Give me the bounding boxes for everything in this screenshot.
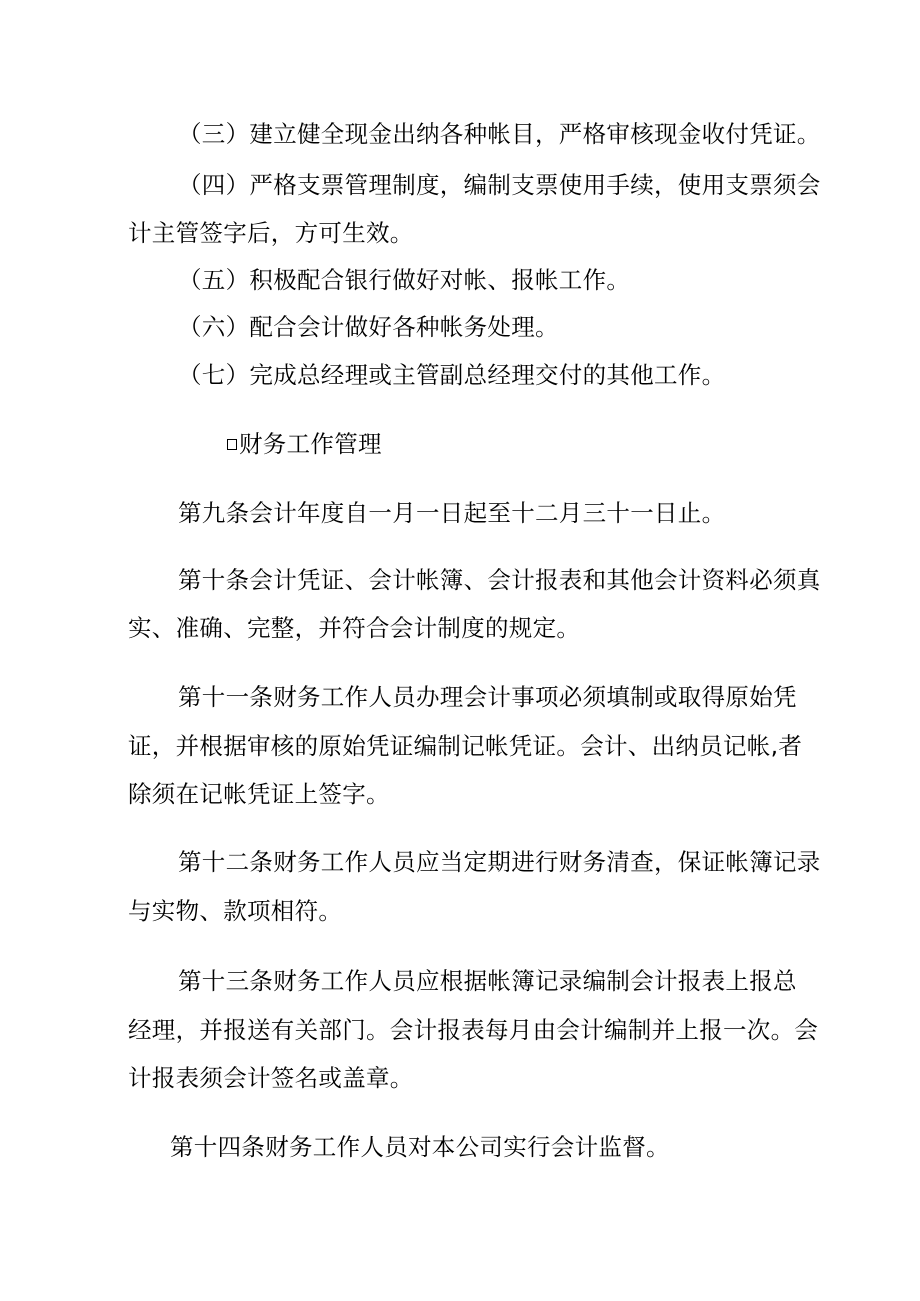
article-13-line-3: 计报表须会计签名或盖章。	[128, 1064, 414, 1092]
section-heading-text: 财务工作管理	[239, 430, 382, 458]
article-13-line-2: 经理，并报送有关部门。会计报表每月由会计编制并上报一次。会	[128, 1016, 819, 1044]
article-10-line-2: 实、准确、完整，并符合会计制度的规定。	[128, 614, 581, 642]
list-item-3: （三）建立健全现金出纳各种帐目，严格审核现金收付凭证。	[178, 120, 821, 148]
list-item-5: （五）积极配合银行做好对帐、报帐工作。	[178, 266, 631, 294]
list-item-4-line-1: （四）严格支票管理制度，编制支票使用手续，使用支票须会	[178, 171, 821, 199]
article-11-line-3: 除须在记帐凭证上签字。	[128, 780, 390, 808]
section-heading	[227, 429, 382, 459]
checkbox-square-icon	[227, 439, 237, 450]
article-12-line-2: 与实物、款项相符。	[128, 897, 343, 925]
article-11-line-1: 第十一条财务工作人员办理会计事项必须填制或取得原始凭	[178, 683, 797, 711]
article-12-line-1: 第十二条财务工作人员应当定期进行财务清查，保证帐簿记录	[178, 848, 821, 876]
article-14: 第十四条财务工作人员对本公司实行会计监督。	[170, 1133, 670, 1161]
article-11-line-2: 证，并根据审核的原始凭证编制记帐凭证。会计、出纳员记帐,者	[128, 732, 803, 760]
article-9: 第九条会计年度自一月一日起至十二月三十一日止。	[178, 499, 726, 527]
article-10-line-1: 第十条会计凭证、会计帐簿、会计报表和其他会计资料必须真	[178, 566, 821, 594]
list-item-4-line-2: 计主管签字后，方可生效。	[128, 219, 414, 247]
article-13-line-1: 第十三条财务工作人员应根据帐簿记录编制会计报表上报总	[178, 967, 797, 995]
list-item-7: （七）完成总经理或主管副总经理交付的其他工作。	[178, 361, 726, 389]
list-item-6: （六）配合会计做好各种帐务处理。	[178, 313, 559, 341]
